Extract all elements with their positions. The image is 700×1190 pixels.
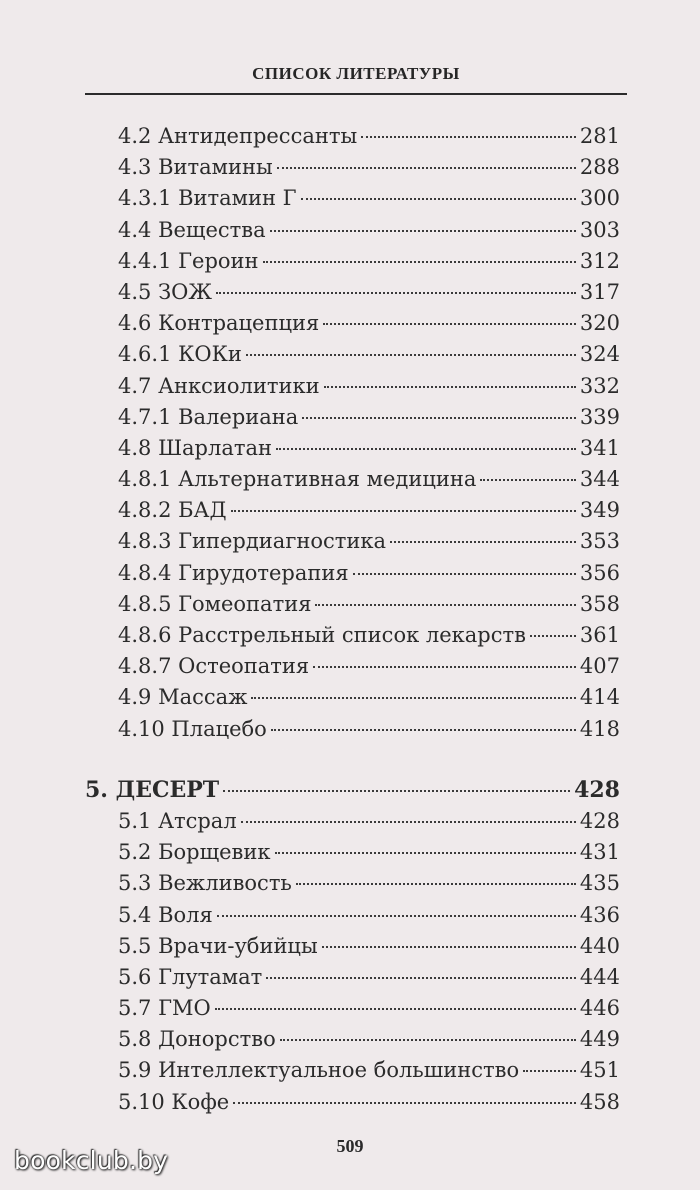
dot-leader <box>523 1070 576 1072</box>
toc-entry-page: 324 <box>579 342 620 367</box>
dot-leader <box>217 915 576 917</box>
toc-entry-page: 446 <box>579 996 620 1021</box>
toc-entry-page: 428 <box>579 808 620 833</box>
toc-entry-title: 5. ДЕСЕРТ <box>85 776 220 803</box>
toc-entry-page: 288 <box>579 155 620 180</box>
dot-leader <box>271 729 576 731</box>
toc-entry-title: 5.3 Вежливость <box>118 871 292 896</box>
toc-entry-page: 303 <box>579 217 620 242</box>
dot-leader <box>231 510 576 512</box>
dot-leader <box>322 946 576 948</box>
toc-entry-title: 4.5 ЗОЖ <box>118 279 212 304</box>
toc-entry <box>85 962 620 993</box>
dot-leader <box>302 417 576 419</box>
toc-entry-title: 4.3.1 Витамин Г <box>118 186 297 211</box>
toc-entry-page: 358 <box>579 591 620 616</box>
toc-entry-title: 4.4 Вещества <box>118 217 266 242</box>
toc-entry <box>85 308 620 339</box>
dot-leader <box>361 136 576 138</box>
toc-entry-page: 436 <box>579 902 620 927</box>
dot-leader <box>276 448 576 450</box>
toc-entry <box>85 589 620 620</box>
page-number: 509 <box>336 1136 364 1156</box>
toc-entry <box>85 246 620 277</box>
toc-entry <box>85 558 620 589</box>
header-rule <box>85 93 627 95</box>
toc-entry-page: 451 <box>579 1058 620 1083</box>
toc-entry-title: 5.2 Борщевик <box>118 840 271 865</box>
toc-entry-page: 444 <box>579 964 620 989</box>
watermark-text: bookclub.by <box>14 1146 169 1175</box>
toc-entry-title: 4.7.1 Валериана <box>118 404 299 429</box>
toc-entry-title: 5.9 Интеллектуальное большинство <box>118 1058 520 1083</box>
toc-entry <box>85 433 620 464</box>
toc-entry-page: 449 <box>579 1027 620 1052</box>
toc-entry <box>85 371 620 402</box>
toc-entry-page: 431 <box>579 840 620 865</box>
toc-entry-title: 5.5 Врачи-убийцы <box>118 933 318 958</box>
dot-leader <box>266 977 576 979</box>
toc-entry-page: 332 <box>579 373 620 398</box>
toc-entry-page: 414 <box>579 685 620 710</box>
toc-entry-page: 418 <box>579 716 620 741</box>
toc-entry-title: 4.9 Массаж <box>118 685 248 710</box>
toc-entry <box>85 868 620 899</box>
toc-entry <box>85 277 620 308</box>
toc-entry <box>85 215 620 246</box>
dot-leader <box>280 1039 576 1041</box>
dot-leader <box>223 790 570 792</box>
toc-entry-page: 353 <box>579 529 620 554</box>
toc-entry <box>85 651 620 682</box>
dot-leader <box>277 167 576 169</box>
dot-leader <box>323 323 576 325</box>
toc-entry-title: 5.6 Глутамат <box>118 964 263 989</box>
dot-leader <box>324 386 576 388</box>
toc-entry-title: 4.2 Антидепрессанты <box>118 124 358 148</box>
toc-entry <box>85 900 620 931</box>
toc-entry-title: 5.7 ГМО <box>118 996 211 1021</box>
toc-entry-page: 428 <box>574 776 620 803</box>
toc-entry-title: 4.8.7 Остеопатия <box>118 654 310 679</box>
dot-leader <box>530 635 576 637</box>
dot-leader <box>275 852 576 854</box>
table-of-contents <box>85 121 620 1118</box>
toc-entry-title: 4.7 Анксиолитики <box>118 373 320 398</box>
dot-leader <box>241 821 576 823</box>
dot-leader <box>313 666 576 668</box>
toc-entry-page: 320 <box>579 311 620 336</box>
toc-entry-title: 5.10 Кофе <box>118 1089 230 1114</box>
toc-entry <box>85 931 620 962</box>
toc-entry-title: 5.8 Донорство <box>118 1027 276 1052</box>
toc-entry-title: 5.1 Атсрал <box>118 808 237 833</box>
toc-entry-page: 349 <box>579 498 620 523</box>
dot-leader <box>263 261 576 263</box>
toc-entry-page: 458 <box>579 1089 620 1114</box>
toc-entry-title: 4.8.4 Гирудотерапия <box>118 560 349 585</box>
toc-entry <box>85 714 620 745</box>
toc-entry <box>85 1024 620 1055</box>
toc-entry-page: 300 <box>579 186 620 211</box>
toc-entry-title: 4.8.6 Расстрельный список лекарств <box>118 623 526 647</box>
toc-entry-page: 356 <box>579 560 620 585</box>
toc-entry <box>85 837 620 868</box>
dot-leader <box>301 198 576 200</box>
toc-entry-page: 341 <box>579 435 620 460</box>
toc-entry-title: 4.4.1 Героин <box>118 248 259 273</box>
toc-entry <box>85 806 620 837</box>
toc-entry <box>85 495 620 526</box>
toc-entry-page: 407 <box>579 654 620 679</box>
toc-entry <box>85 152 620 183</box>
toc-entry <box>85 993 620 1024</box>
toc-entry-page: 317 <box>579 279 620 304</box>
dot-leader <box>315 604 575 606</box>
dot-leader <box>216 292 576 294</box>
toc-entry-title: 4.8.1 Альтернативная медицина <box>118 467 477 492</box>
toc-entry <box>85 526 620 557</box>
toc-entry-title: 4.8 Шарлатан <box>118 435 272 460</box>
dot-leader <box>251 697 575 699</box>
toc-entry-title: 4.3 Витамины <box>118 155 273 180</box>
toc-entry-page: 435 <box>579 871 620 896</box>
toc-entry <box>85 682 620 713</box>
toc-entry-page: 361 <box>579 623 620 647</box>
section-spacer <box>85 745 620 775</box>
dot-leader <box>246 354 576 356</box>
toc-entry-title: 4.8.2 БАД <box>118 498 227 523</box>
dot-leader <box>480 479 576 481</box>
dot-leader <box>353 573 576 575</box>
dot-leader <box>270 230 576 232</box>
toc-entry <box>85 1087 620 1118</box>
toc-entry-title: 5.4 Воля <box>118 902 213 927</box>
dot-leader <box>215 1008 576 1010</box>
toc-entry-title: 4.6 Контрацепция <box>118 311 320 336</box>
toc-chapter-entry <box>85 775 620 806</box>
toc-entry-page: 440 <box>579 933 620 958</box>
toc-entry <box>85 339 620 370</box>
dot-leader <box>390 541 576 543</box>
toc-entry-page: 281 <box>579 124 620 148</box>
toc-entry-title: 4.8.5 Гомеопатия <box>118 591 312 616</box>
dot-leader <box>296 883 576 885</box>
toc-entry-page: 344 <box>579 467 620 492</box>
toc-entry <box>85 402 620 433</box>
toc-entry-title: 4.10 Плацебо <box>118 716 267 741</box>
running-title: СПИСОК ЛИТЕРАТУРЫ <box>252 64 460 83</box>
toc-entry <box>85 620 620 651</box>
toc-entry <box>85 183 620 214</box>
toc-entry-title: 4.8.3 Гипердиагностика <box>118 529 386 554</box>
toc-entry <box>85 121 620 152</box>
toc-entry-title: 4.6.1 КОКи <box>118 342 242 367</box>
toc-entry-page: 312 <box>579 248 620 273</box>
toc-entry <box>85 464 620 495</box>
toc-entry <box>85 1055 620 1086</box>
dot-leader <box>233 1102 576 1104</box>
toc-entry-page: 339 <box>579 404 620 429</box>
